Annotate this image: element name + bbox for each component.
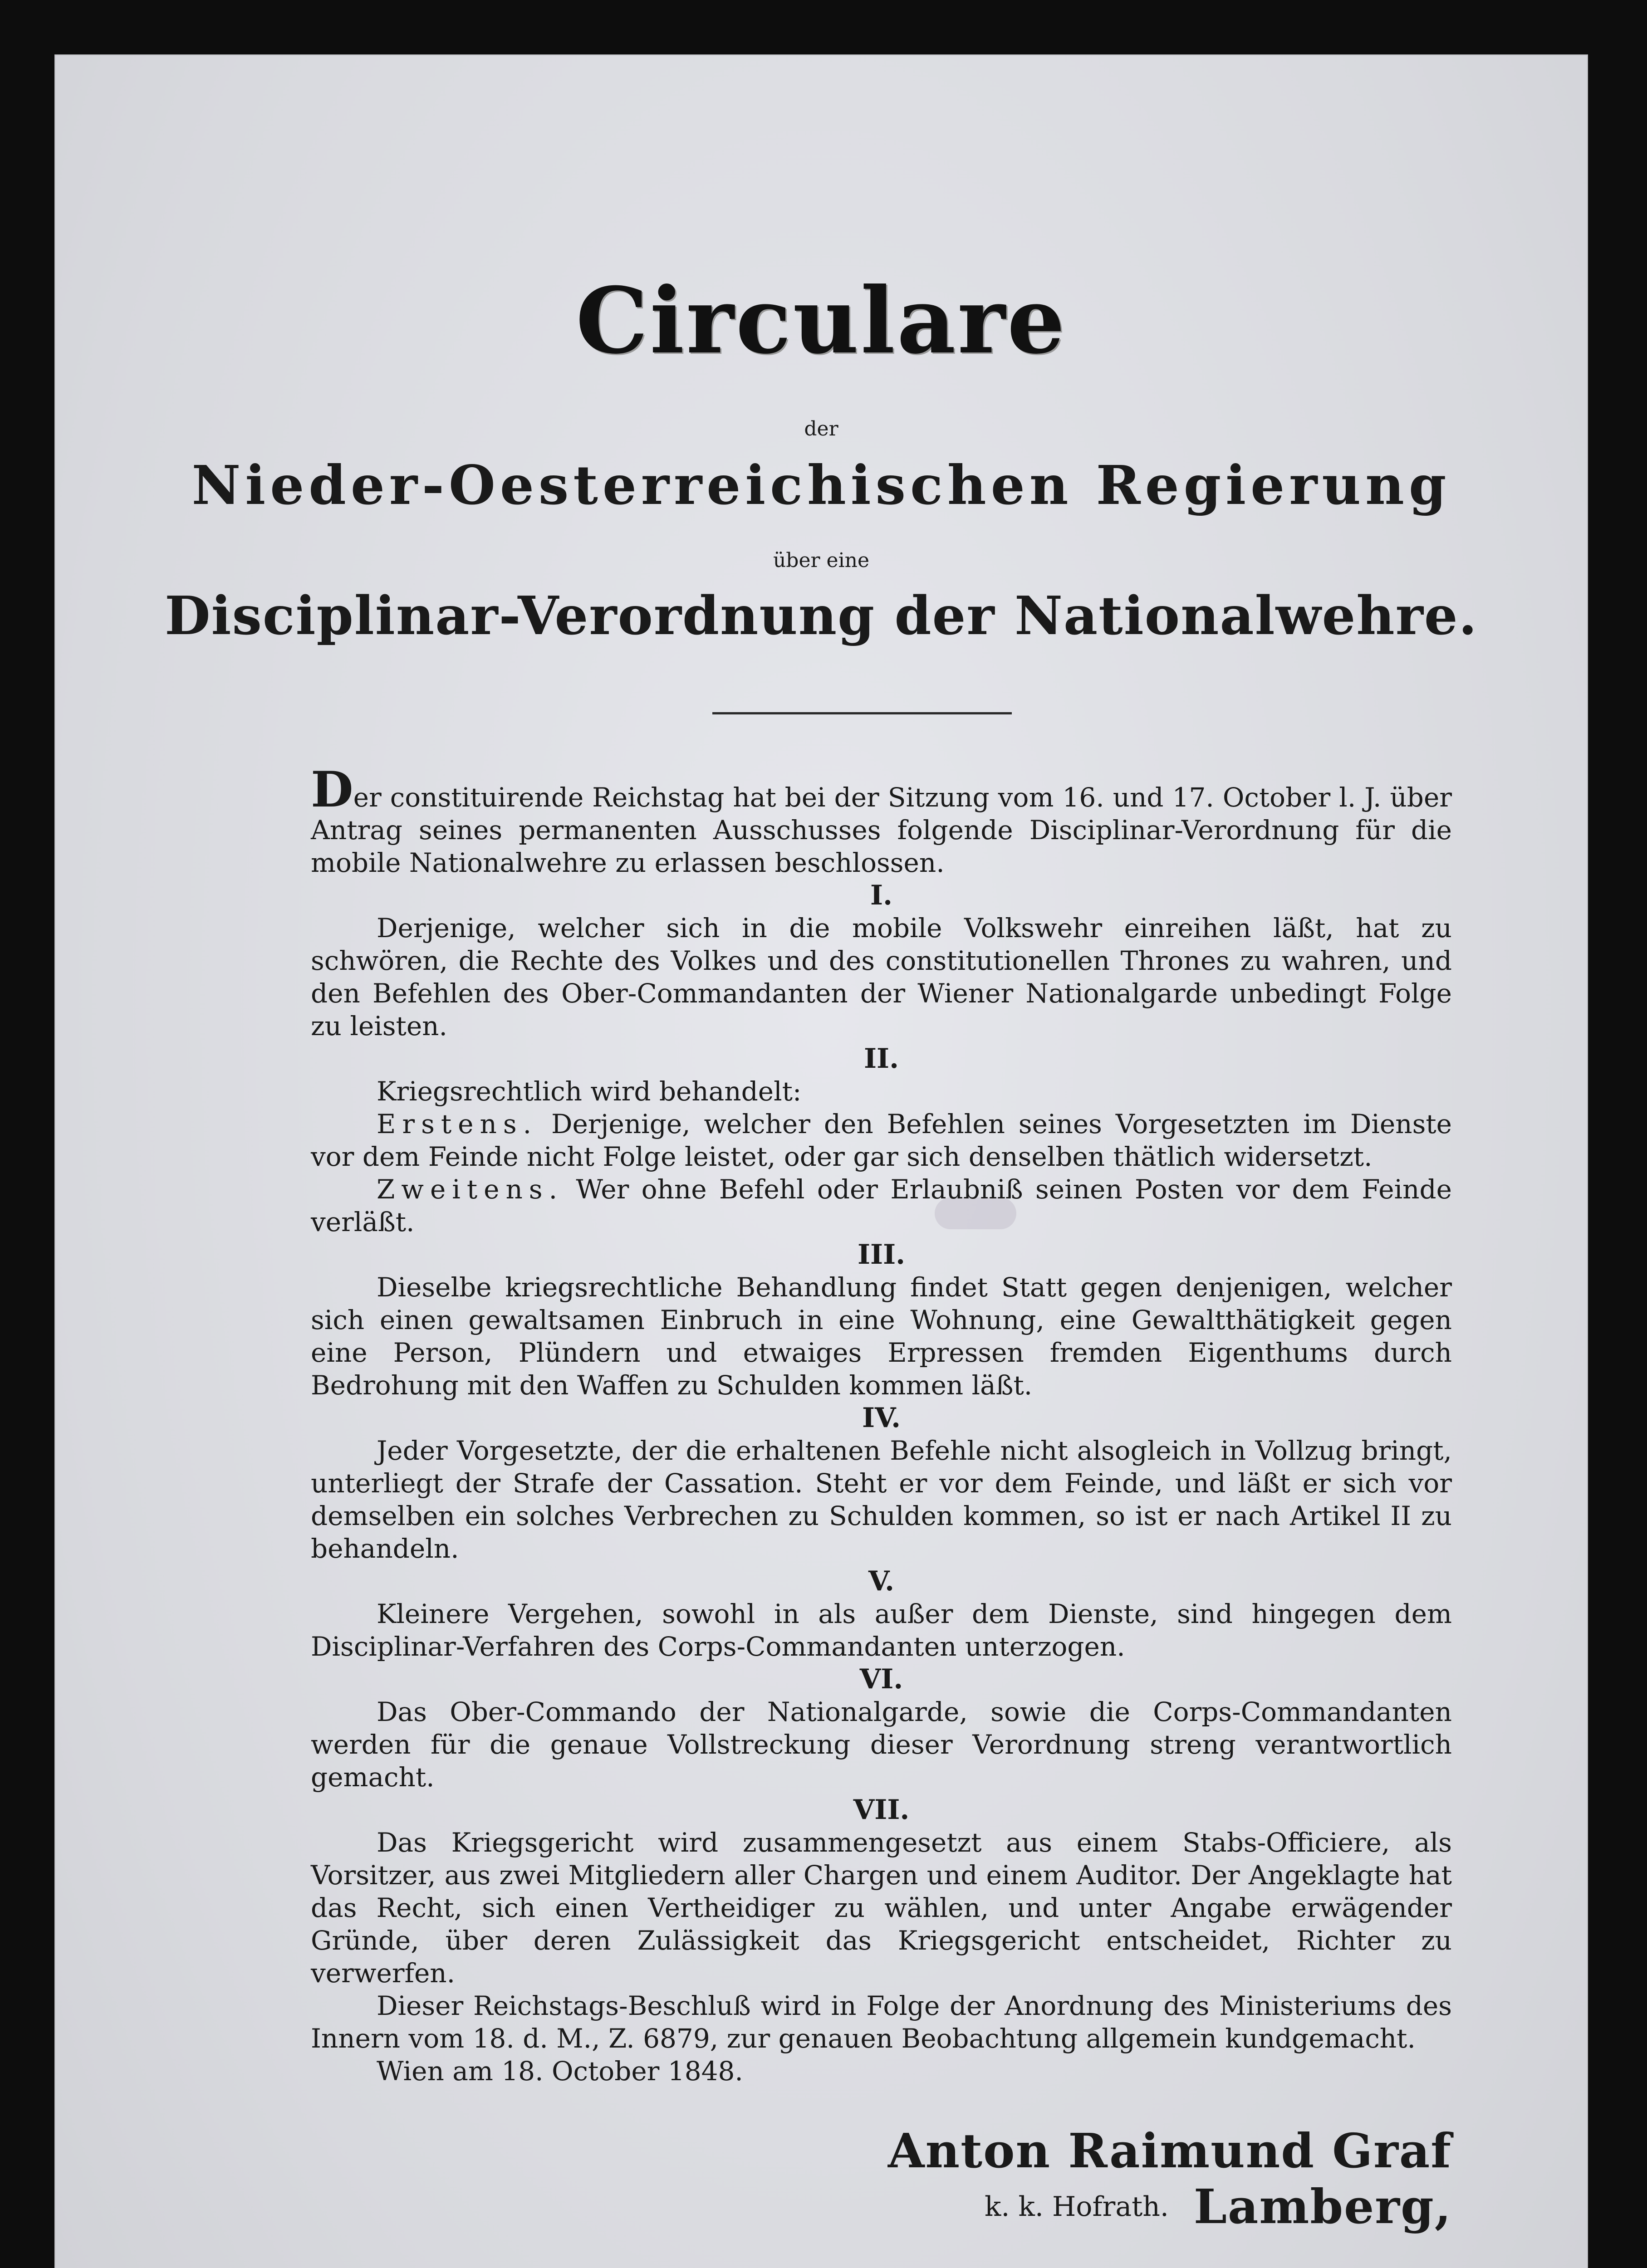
document-subject: Disciplinar-Verordnung der Nationalwehre. [164, 585, 1478, 647]
signature-title: k. k. Hofrath. [985, 2191, 1169, 2223]
issuing-authority: Nieder-Oesterreichischen Regierung [191, 454, 1451, 517]
section-numeral-6: VI. [859, 1663, 903, 1695]
intro-paragraph: Der constituirende Reichstag hat bei der Sitzung vom 16. und 17. October l. J. über Antrag seines permanenten Ausschusses folgende Disciplinar-Verordnung für die mobile Nationalwehre zu erlassen beschlossen. [311, 761, 1452, 878]
section-numeral-1: I. [870, 880, 892, 911]
section-3-text: Dieselbe kriegsrechtliche Behandlung findet Statt gegen denjenigen, welcher sich einen gewaltsamen Einbruch in eine Wohnung, eine Gewaltthätigkeit gegen eine Person, Plündern und etwaiges Erpressen fremden Eigenthums durch Bedrohung mit den Waffen zu Schulden kommen läßt. [311, 1272, 1452, 1401]
title-connector-ueber: über eine [773, 549, 870, 572]
section-2-second [311, 1173, 1452, 1238]
section-1-text: Derjenige, welcher sich in die mobile Volkswehr einreihen läßt, hat zu schwören, die Rechte des Volkes und des constitutionellen Thrones zu wahren, und den Befehlen des Ober-Commandanten der Wiener Nationalgarde unbedingt Folge zu leisten. [311, 913, 1452, 1041]
section-2-second-text: Wer ohne Befehl oder Erlaubniß seinen Posten vor dem Feinde verläßt. [311, 1174, 1452, 1237]
section-2-first [311, 1108, 1452, 1173]
section-2-first-text: Derjenige, welcher den Befehlen seines Vorgesetzten im Dienste vor dem Feinde nicht Folge leistet, oder gar sich denselben thätlich widersetzt. [311, 1109, 1452, 1172]
section-6-text: Das Ober-Commando der Nationalgarde, sowie die Corps-Commandanten werden für die genaue Vollstreckung dieser Verordnung streng verantwortlich gemacht. [311, 1696, 1452, 1793]
signature-name: Anton Raimund Graf Lamberg, [887, 2123, 1452, 2234]
section-numeral-4: IV. [862, 1402, 901, 1434]
section-5-text: Kleinere Vergehen, sowohl in als außer dem Dienste, sind hingegen dem Disciplinar-Verfahren des Corps-Commandanten unterzogen. [311, 1598, 1452, 1662]
document-title: Circulare [576, 268, 1067, 374]
section-7-text: Das Kriegsgericht wird zusammengesetzt aus einem Stabs-Officiere, als Vorsitzer, aus zwei Mitgliedern aller Chargen und einem Auditor. Der Angeklagte hat das Recht, sich einen Vertheidiger zu wählen, und unter Angabe erwägender Gründe, über deren Zulässigkeit das Kriegsgericht entscheidet, Richter zu verwerfen. [311, 1827, 1452, 1989]
section-numeral-5: V. [868, 1565, 894, 1597]
title-connector-der: der [804, 417, 838, 440]
section-numeral-2: II. [863, 1043, 899, 1075]
document-body [311, 761, 1452, 2087]
closing-paragraph: Dieser Reichstags-Beschluß wird in Folge der Anordnung des Ministeriums des Innern vom 18. d. M., Z. 6879, zur genauen Beobachtung allgemein kundgemacht. [311, 1990, 1452, 2054]
section-2-second-label: Zweitens. [377, 1174, 564, 1205]
section-numeral-7: VII. [853, 1794, 910, 1826]
document-sheet [54, 54, 1588, 2268]
section-2-first-label: Erstens. [377, 1109, 538, 1139]
title-divider [712, 712, 1012, 714]
section-numeral-3: III. [857, 1239, 906, 1271]
section-2-lead: Kriegsrechtlich wird behandelt: [377, 1076, 802, 1107]
section-4-text: Jeder Vorgesetzte, der die erhaltenen Befehle nicht alsogleich in Vollzug bringt, unterliegt der Strafe der Cassation. Steht er vor dem Feinde, und läßt er sich vor demselben ein solches Verbrechen zu Schulden kommen, so ist er nach Artikel II zu behandeln. [311, 1435, 1452, 1564]
place-date-line: Wien am 18. October 1848. [377, 2056, 743, 2087]
